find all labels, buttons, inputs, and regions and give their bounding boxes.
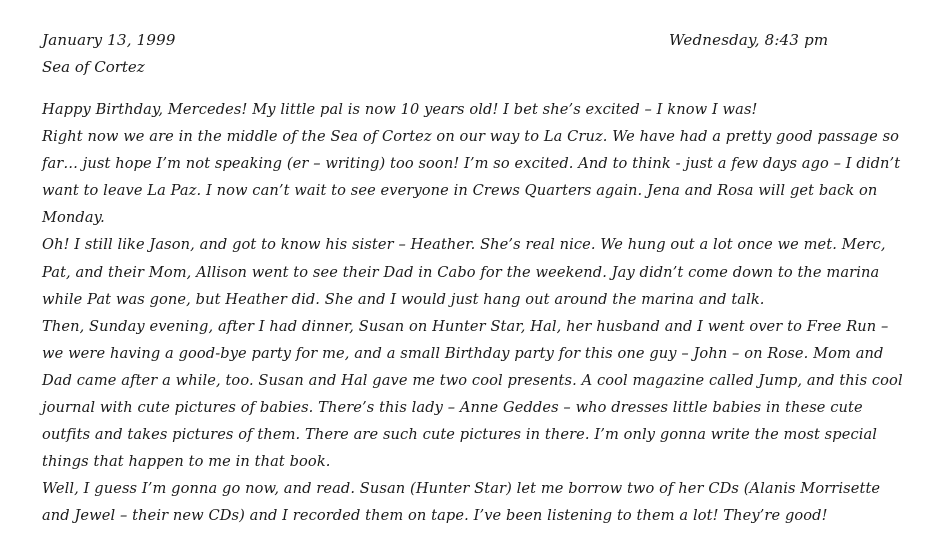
- paragraph-birthday: Happy Birthday, Mercedes! My little pal is now 10 years old! I bet she’s excited – I know I was!: [42, 101, 758, 118]
- entry-day-time: Wednesday, 8:43 pm: [669, 31, 829, 49]
- paragraph-passage: Right now we are in the middle of the Sea of Cortez on our way to La Cruz. We have had a pretty good passage so far… just hope I’m not speaking (er – writing) too soon! I’m so excited. And to think - just a few days ago – I didn’t want to leave La Paz. I now can’t wait to see everyone in Crews Quarters again. Jena and Rosa will get back on Monday.: [42, 128, 901, 227]
- entry-location: Sea of Cortez: [42, 58, 145, 76]
- paragraph-closing: Well, I guess I’m gonna go now, and read. Susan (Hunter Star) let me borrow two of her CDs (Alanis Morrisette and Jewel – their new CDs) and I recorded them on tape. I’ve been listening to them a lot! They’re good!: [42, 480, 881, 525]
- paragraph-party: Then, Sunday evening, after I had dinner, Susan on Hunter Star, Hal, her husband and I went over to Free Run – we were having a good-bye party for me, and a small Birthday party for this one guy – John – on Rose. Mom and Dad came after a while, too. Susan and Hal gave me two cool presents. A cool magazine called Jump, and this cool journal with cute pictures of babies. There’s this lady – Anne Geddes – who dresses little babies in these cute outfits and takes pictures of them. There are such cute pictures in there. I’m only gonna write the most special things that happen to me in that book.: [42, 317, 903, 471]
- entry-date: January 13, 1999: [42, 31, 176, 49]
- paragraph-jason: Oh! I still like Jason, and got to know his sister – Heather. She’s real nice. We hung out a lot once we met. Merc, Pat, and their Mom, Allison went to see their Dad in Cabo for the weekend. Jay didn’t come down to the marina while Pat was gone, but Heather did. She and I would just hang out around the marina and talk.: [42, 236, 886, 308]
- entry-body: [42, 96, 904, 530]
